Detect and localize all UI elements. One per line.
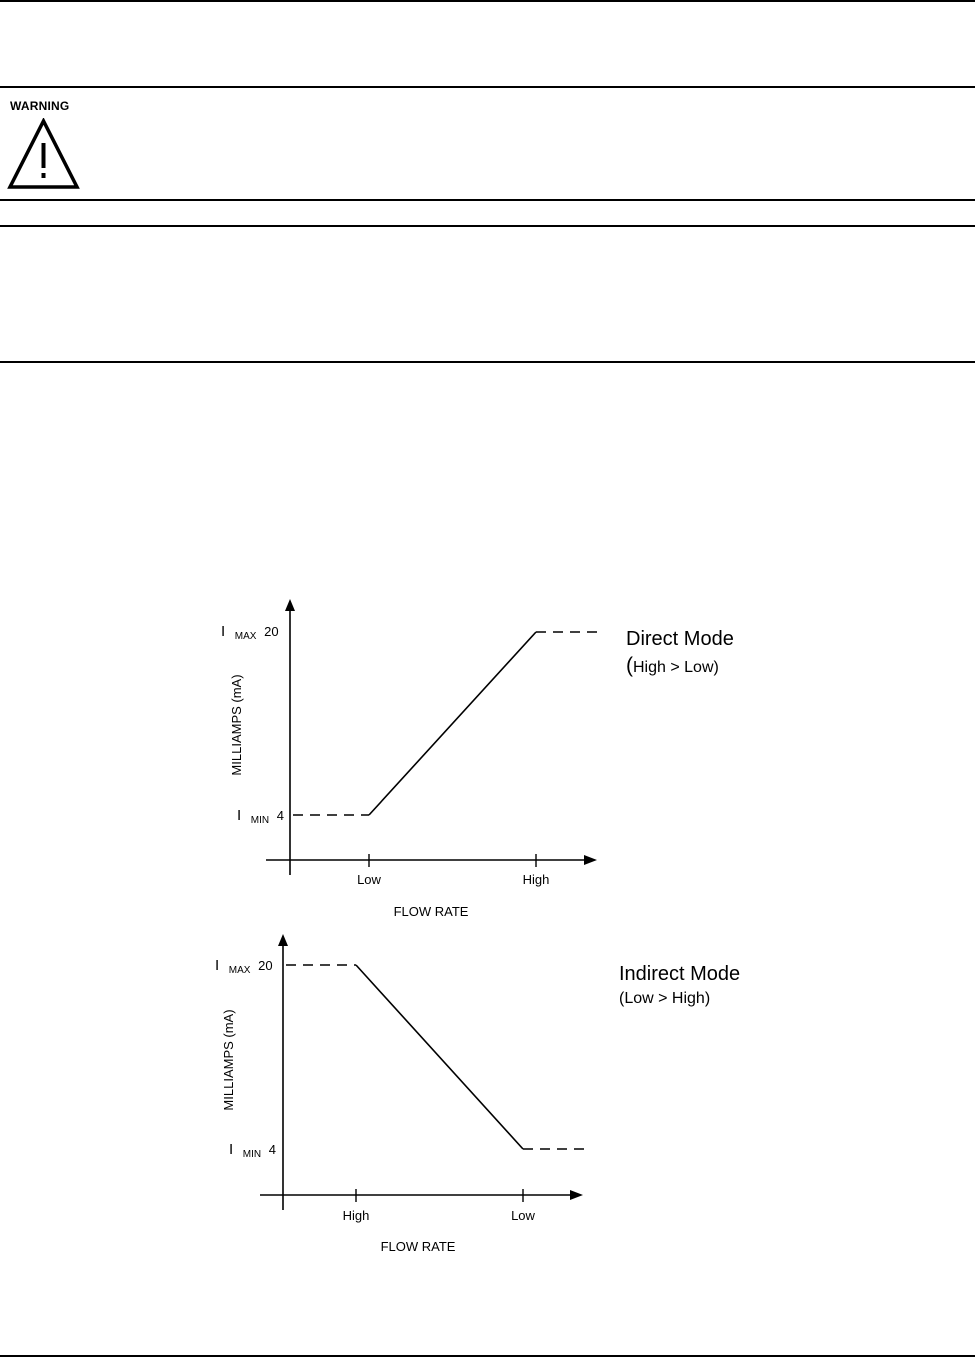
direct-mode-chart [0, 595, 975, 935]
mode-subtitle: (High > Low) [626, 654, 719, 677]
page-bottom-rule [0, 1355, 975, 1357]
x-tick-label-high: High [342, 1208, 370, 1223]
x-tick-label-low: Low [511, 1208, 535, 1223]
mode-title: Indirect Mode [619, 963, 741, 985]
mode-title: Direct Mode [626, 628, 734, 650]
top-rule [0, 0, 975, 2]
y-axis-arrow [278, 934, 288, 946]
warning-top-rule [0, 86, 975, 88]
y-tick-label-min: I $_{MIN}$ 4 [237, 807, 284, 826]
y-axis-label: MILLIAMPS (mA) [221, 1009, 236, 1111]
y-tick-label-max: I $_{MAX}$ 20 [221, 623, 279, 642]
x-axis-arrow [584, 855, 597, 865]
y-tick-label-max: I $_{MAX}$ 20 [215, 957, 273, 976]
y-axis-label: MILLIAMPS (mA) [229, 674, 244, 776]
x-tick-label-high: High [522, 872, 550, 887]
section-top-rule [0, 225, 975, 227]
indirect-mode-chart [0, 930, 975, 1270]
series-line-ramp [369, 632, 536, 815]
x-axis-arrow [570, 1190, 583, 1200]
x-axis-label: FLOW RATE [380, 1239, 456, 1254]
x-axis-label: FLOW RATE [393, 904, 469, 919]
series-line-ramp [356, 965, 523, 1149]
warning-bottom-rule [0, 199, 975, 201]
warning-label: WARNING [10, 99, 70, 113]
warning-triangle-icon [7, 118, 80, 190]
mode-subtitle: (Low > High) [619, 990, 711, 1007]
section-bottom-rule [0, 361, 975, 363]
x-tick-label-low: Low [357, 872, 381, 887]
y-axis-arrow [285, 599, 295, 611]
y-tick-label-min: I $_{MIN}$ 4 [229, 1141, 276, 1160]
